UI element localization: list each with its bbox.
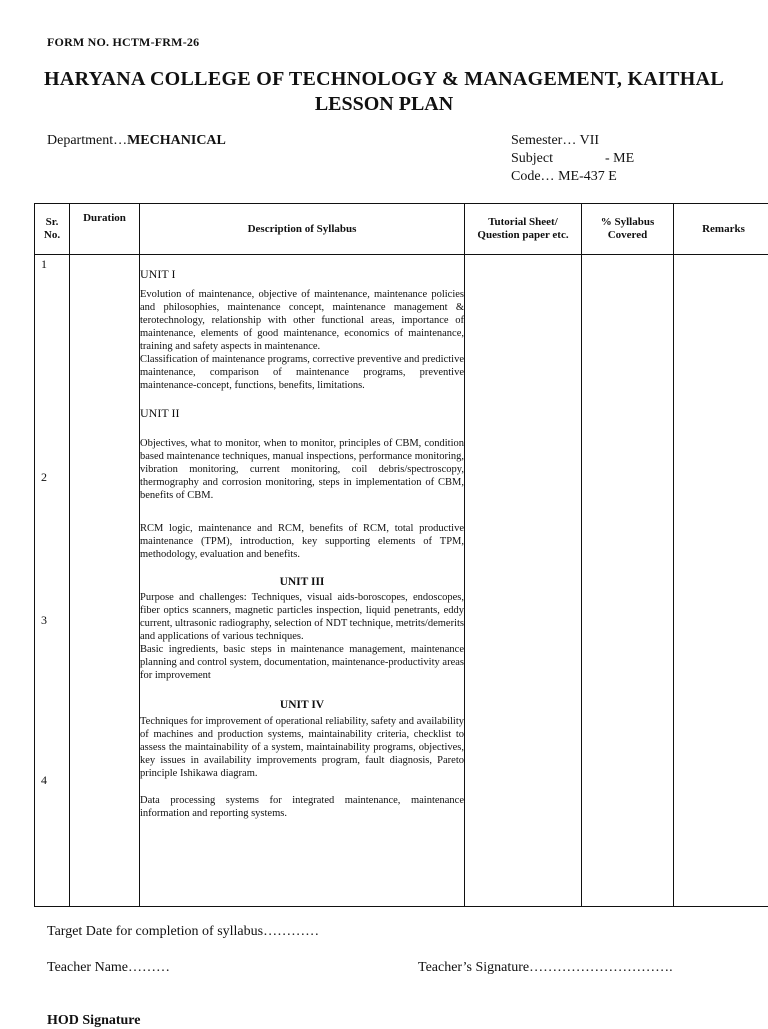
- department-label: Department…: [47, 133, 127, 148]
- duration-cell: [70, 255, 140, 907]
- teacher-name-line: Teacher Name………: [47, 960, 170, 976]
- form-number: FORM NO. HCTM-FRM-26: [47, 35, 199, 50]
- target-date-line: Target Date for completion of syllabus…………: [47, 924, 319, 940]
- tutorial-cell: [465, 255, 582, 907]
- col-header-duration: Duration: [70, 204, 140, 255]
- unit-2-heading: UNIT II: [140, 406, 464, 421]
- document-title: LESSON PLAN: [0, 93, 768, 116]
- unit-3-heading: UNIT III: [140, 575, 464, 589]
- unit-4-text: Data processing systems for integrated maintenance, maintenance information and reporting systems.: [140, 794, 464, 820]
- sr-no-2: 2: [41, 470, 47, 485]
- sr-no-4: 4: [41, 773, 47, 788]
- table-row: [35, 255, 768, 907]
- unit-4-heading: UNIT IV: [140, 698, 464, 712]
- sr-no-cell: [35, 255, 70, 907]
- code-field: [511, 169, 617, 185]
- subject-field: [511, 151, 634, 167]
- unit-3-text: Purpose and challenges: Techniques, visual aids-boroscopes, endoscopes, fiber optics scanners, magnetic particles inspection, liquid penetrants, eddy current, ultrasonic radiography, selection of NDT technique, metrits/demerits and applications of various techniques.: [140, 591, 464, 643]
- department-value: MECHANICAL: [127, 133, 226, 148]
- col-header-tutorial: Tutorial Sheet/ Question paper etc.: [465, 204, 582, 255]
- semester-value: VII: [580, 133, 599, 148]
- table-header-row: [35, 204, 768, 255]
- col-header-sr-no: Sr. No.: [35, 204, 70, 255]
- code-label: Code…: [511, 169, 558, 184]
- col-header-description: Description of Syllabus: [140, 204, 465, 255]
- department-field: [47, 133, 226, 149]
- subject-label: Subject: [511, 151, 553, 166]
- unit-3-text: Basic ingredients, basic steps in maintenance management, maintenance planning and control system, documentation, maintenance-productivity areas for improvement: [140, 643, 464, 682]
- unit-2-text: RCM logic, maintenance and RCM, benefits of RCM, total productive maintenance (TPM), introduction, key supporting elements of TPM, methodology, evaluation and benefits.: [140, 522, 464, 561]
- unit-1-text: Classification of maintenance programs, corrective preventive and predictive maintenance, comparison of maintenance programs, preventive maintenance-concept, functions, benefits, limitations.: [140, 353, 464, 392]
- teacher-signature-line: Teacher’s Signature………………………….: [418, 960, 673, 976]
- sr-no-3: 3: [41, 613, 47, 628]
- description-cell: [140, 255, 465, 907]
- remarks-cell: [674, 255, 768, 907]
- unit-4-text: Techniques for improvement of operational reliability, safety and availability of machines and production systems, maintainability criteria, checklist to assess the maintainability of a system, maintainability programs, objectives, key issues in availability improvements program, fault diagnosis, Pareto principle Ishikawa diagram.: [140, 715, 464, 780]
- semester-label: Semester…: [511, 133, 580, 148]
- sr-no-1: 1: [41, 257, 47, 272]
- unit-2-text: Objectives, what to monitor, when to monitor, principles of CBM, condition based maintenance techniques, manual inspections, performance monitoring, vibration monitoring, current monitoring, coil debris/spectroscopy, thermography and corrosion monitoring, steps in implementation of CBM, benefits of CBM.: [140, 437, 464, 502]
- hod-signature-line: HOD Signature: [47, 1013, 140, 1029]
- unit-1-heading: UNIT I: [140, 267, 464, 282]
- semester-field: [511, 133, 599, 149]
- col-header-syllabus-covered: % Syllabus Covered: [582, 204, 674, 255]
- syllabus-covered-cell: [582, 255, 674, 907]
- lesson-plan-table: [34, 203, 768, 907]
- col-header-remarks: Remarks: [674, 204, 768, 255]
- unit-1-text: Evolution of maintenance, objective of maintenance, maintenance policies and philosophies, maintenance concept, maintenance management & terotechnology, relationship with other functional areas, importance of maintenance, elements of good maintenance, economics of maintenance, training and safety aspects in maintenance.: [140, 288, 464, 353]
- subject-value: - ME: [605, 151, 634, 167]
- code-value: ME-437 E: [558, 169, 617, 184]
- college-name: HARYANA COLLEGE OF TECHNOLOGY & MANAGEMENT, KAITHAL: [0, 68, 768, 91]
